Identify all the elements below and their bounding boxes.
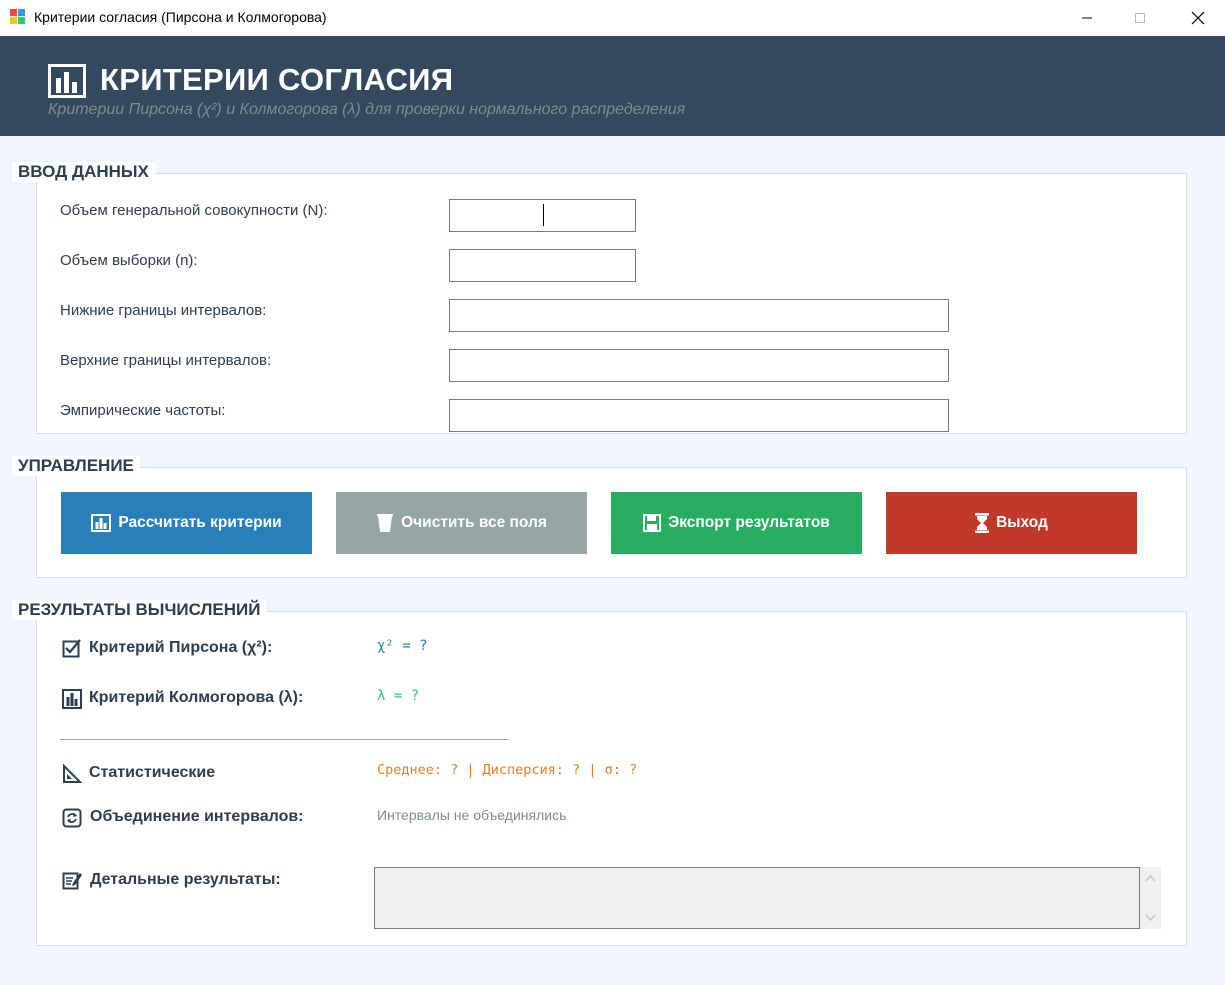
clear-button[interactable] (336, 492, 587, 554)
upper-bounds-input[interactable] (449, 349, 949, 382)
empirical-frequencies-input[interactable] (449, 399, 949, 432)
sample-size-input[interactable] (449, 249, 636, 282)
stats-label: Статистические (89, 764, 216, 781)
close-button[interactable] (1175, 0, 1221, 36)
ruler-triangle-icon (62, 764, 82, 784)
refresh-icon (62, 808, 82, 828)
clear-button-label: Очистить все поля (401, 514, 547, 531)
app-subtitle: Критерии Пирсона (χ²) и Колмогорова (λ) для проверки нормального распределения (48, 101, 686, 118)
save-icon (643, 514, 661, 532)
control-group-title: УПРАВЛЕНИЕ (12, 456, 140, 476)
export-button-label: Экспорт результатов (668, 514, 830, 531)
edit-note-icon (62, 870, 82, 890)
kolmogorov-value: λ = ? (377, 688, 420, 704)
lower-bounds-input[interactable] (449, 299, 949, 332)
merge-label: Объединение интервалов: (90, 808, 304, 825)
details-textarea[interactable] (374, 867, 1140, 929)
minimize-button[interactable] (1064, 0, 1110, 36)
merge-value: Интервалы не объединялись (377, 807, 567, 823)
results-group-title: РЕЗУЛЬТАТЫ ВЫЧИСЛЕНИЙ (12, 600, 266, 620)
bar-chart-icon (48, 64, 86, 98)
exit-button-label: Выход (996, 514, 1048, 531)
window-title: Критерии согласия (Пирсона и Колмогорова) (34, 9, 327, 25)
text-caret (543, 204, 544, 226)
population-size-label: Объем генеральной совокупности (N): (60, 202, 328, 219)
results-divider (60, 739, 509, 740)
trash-icon (376, 513, 394, 533)
calculate-button-label: Рассчитать критерии (118, 514, 282, 531)
maximize-button[interactable] (1117, 0, 1163, 36)
minimize-icon (1081, 12, 1093, 24)
sample-size-label: Объем выборки (n): (60, 252, 198, 269)
close-icon (1191, 11, 1205, 25)
empirical-frequencies-label: Эмпирические частоты: (60, 402, 226, 419)
scroll-arrows-icon (1140, 867, 1161, 929)
exit-button[interactable] (886, 492, 1137, 554)
bar-chart-icon (62, 689, 82, 709)
checkbox-icon (62, 638, 82, 658)
bar-chart-icon (91, 514, 111, 532)
details-scrollbar[interactable] (1140, 867, 1161, 929)
hourglass-icon (975, 513, 989, 533)
app-icon (10, 9, 26, 25)
input-group-title: ВВОД ДАННЫХ (12, 162, 155, 182)
stats-value: Среднее: ? | Дисперсия: ? | σ: ? (377, 762, 638, 778)
calculate-button[interactable] (61, 492, 312, 554)
lower-bounds-label: Нижние границы интервалов: (60, 302, 267, 319)
export-button[interactable] (611, 492, 862, 554)
pearson-label: Критерий Пирсона (χ²): (89, 639, 273, 656)
pearson-value: χ² = ? (377, 638, 428, 654)
maximize-icon (1134, 12, 1146, 24)
kolmogorov-label: Критерий Колмогорова (λ): (89, 689, 304, 706)
details-label: Детальные результаты: (90, 871, 281, 888)
app-title: КРИТЕРИИ СОГЛАСИЯ (100, 62, 454, 97)
upper-bounds-label: Верхние границы интервалов: (60, 352, 272, 369)
window-titlebar (0, 0, 1225, 36)
